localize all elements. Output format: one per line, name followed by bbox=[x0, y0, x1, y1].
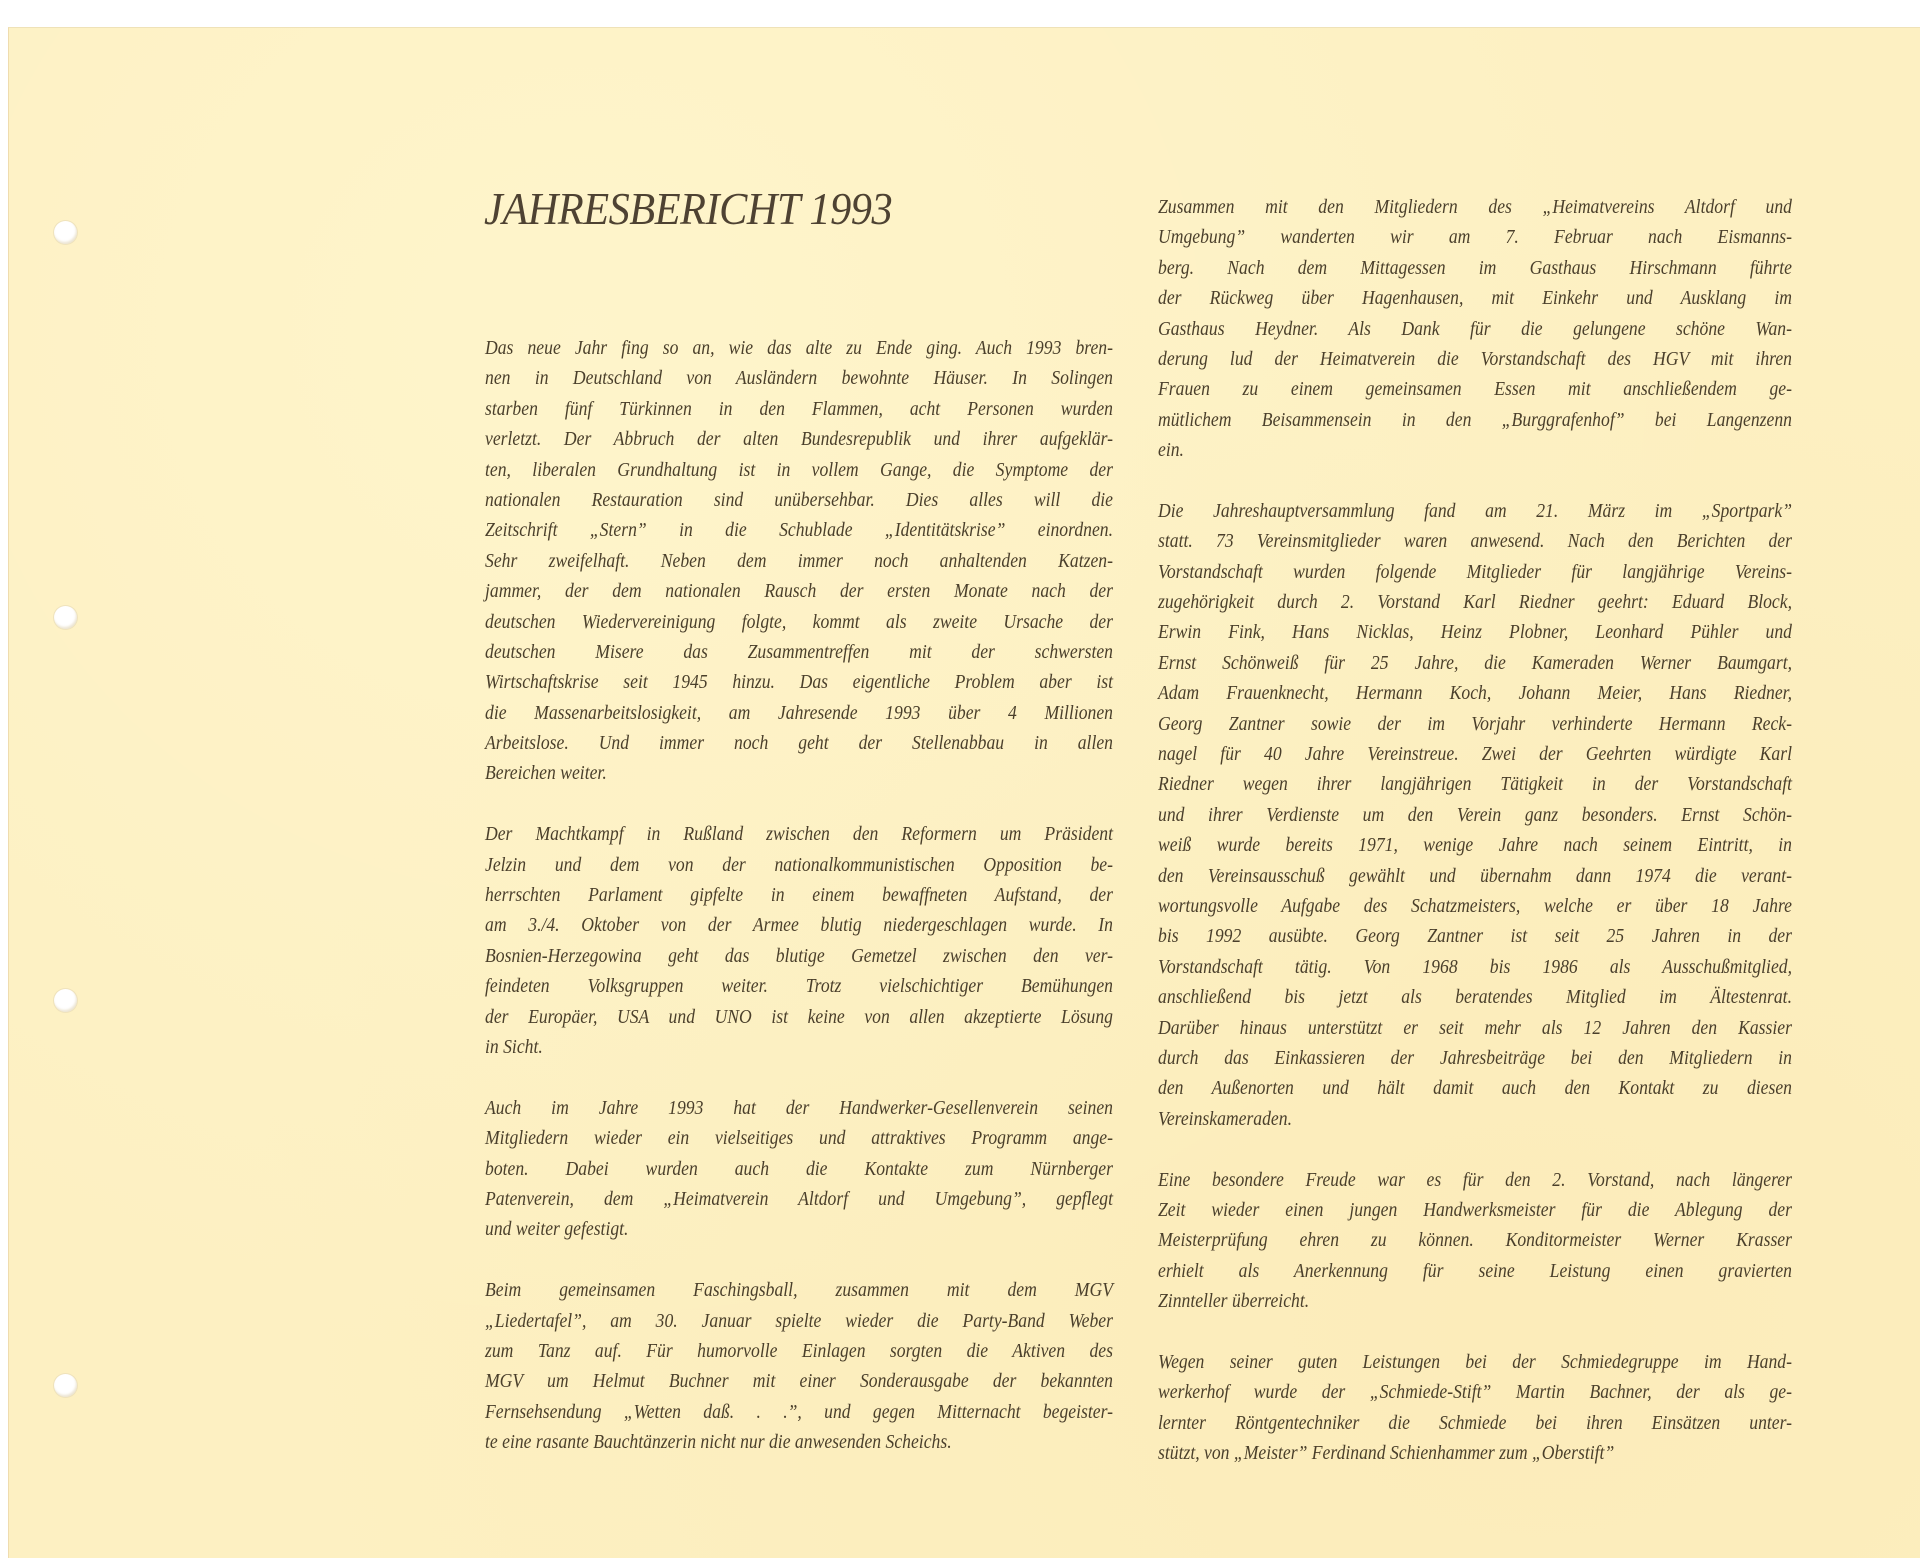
text-line bbox=[485, 1032, 1113, 1062]
text-line-content: Ernst Schönweiß für 25 Jahre, die Kameraden Werner Baumgart, bbox=[1158, 651, 1793, 674]
text-line bbox=[1158, 344, 1792, 374]
paragraph bbox=[485, 1275, 1113, 1457]
text-line-content: und weiter gefestigt. bbox=[485, 1218, 629, 1241]
punch-hole-icon bbox=[54, 606, 77, 629]
text-line bbox=[485, 698, 1113, 728]
text-line-content: Bereichen weiter. bbox=[485, 762, 607, 785]
text-line bbox=[485, 455, 1113, 485]
text-line-content: zugehörigkeit durch 2. Vorstand Karl Riedner geehrt: Eduard Block, bbox=[1158, 591, 1792, 614]
text-line bbox=[485, 880, 1113, 910]
text-line bbox=[485, 910, 1113, 940]
text-line bbox=[1158, 374, 1792, 404]
text-line bbox=[1158, 1013, 1792, 1043]
text-line bbox=[1158, 222, 1792, 252]
text-line-content: boten. Dabei wurden auch die Kontakte zum Nürnberger bbox=[485, 1157, 1114, 1180]
text-line-content: lernter Röntgentechniker die Schmiede bei ihren Einsätzen unter- bbox=[1158, 1411, 1792, 1434]
punch-hole-icon bbox=[54, 1374, 77, 1397]
text-line bbox=[485, 1184, 1113, 1214]
text-line-content: herrschten Parlament gipfelte in einem bewaffneten Aufstand, der bbox=[485, 884, 1114, 907]
text-line bbox=[1158, 405, 1792, 435]
text-line-content: erhielt als Anerkennung für seine Leistung einen gravierten bbox=[1158, 1259, 1792, 1282]
text-line bbox=[485, 1336, 1113, 1366]
text-line bbox=[485, 576, 1113, 606]
text-line bbox=[485, 728, 1113, 758]
text-line bbox=[1158, 617, 1792, 647]
text-line-content: Erwin Fink, Hans Nicklas, Heinz Plobner, Leonhard Pühler und bbox=[1158, 621, 1792, 644]
text-line bbox=[485, 1093, 1113, 1123]
text-line-content: stützt, von „Meister” Ferdinand Schienhammer zum „Oberstift” bbox=[1158, 1442, 1615, 1465]
text-line-content: starben fünf Türkinnen in den Flammen, acht Personen wurden bbox=[485, 397, 1114, 420]
text-line bbox=[1158, 253, 1792, 283]
paragraph bbox=[485, 819, 1113, 1062]
text-line bbox=[1158, 891, 1792, 921]
text-line bbox=[485, 424, 1113, 454]
text-line-content: Wirtschaftskrise seit 1945 hinzu. Das eigentliche Problem aber ist bbox=[485, 671, 1114, 694]
text-line-content: Die Jahreshauptversammlung fand am 21. März im „Sportpark” bbox=[1158, 499, 1793, 522]
text-line-content: die Massenarbeitslosigkeit, am Jahresende 1993 über 4 Millionen bbox=[485, 701, 1114, 724]
text-line bbox=[485, 485, 1113, 515]
text-line-content: den Außenorten und hält damit auch den Kontakt zu diesen bbox=[1158, 1077, 1793, 1100]
left-column bbox=[485, 333, 1113, 1488]
text-line bbox=[485, 394, 1113, 424]
page-title: JAHRESBERICHT 1993 bbox=[484, 183, 893, 234]
text-line bbox=[1158, 921, 1792, 951]
text-line bbox=[485, 971, 1113, 1001]
text-line bbox=[1158, 709, 1792, 739]
text-line-content: deutschen Wiedervereinigung folgte, kommt als zweite Ursache der bbox=[485, 610, 1114, 633]
text-line bbox=[1158, 678, 1792, 708]
text-line bbox=[485, 1366, 1113, 1396]
text-line-content: mütlichem Beisammensein in den „Burggrafenhof” bei Langenzenn bbox=[1158, 408, 1793, 431]
text-line-content: Fernsehsendung „Wetten daß. . .”, und gegen Mitternacht begeister- bbox=[485, 1400, 1114, 1423]
text-line bbox=[1158, 1286, 1792, 1316]
text-line-content: Bosnien-Herzegowina geht das blutige Gemetzel zwischen den ver- bbox=[485, 944, 1114, 967]
paragraph bbox=[1158, 1347, 1792, 1469]
text-line-content: nagel für 40 Jahre Vereinstreue. Zwei der Geehrten würdigte Karl bbox=[1158, 743, 1793, 766]
paragraph bbox=[485, 333, 1113, 789]
text-line-content: nationalen Restauration sind unübersehbar. Dies alles will die bbox=[485, 488, 1114, 511]
text-line bbox=[1158, 800, 1792, 830]
text-line-content: der Rückweg über Hagenhausen, mit Einkehr und Ausklang im bbox=[1158, 287, 1793, 310]
text-line bbox=[1158, 1073, 1792, 1103]
text-line bbox=[485, 333, 1113, 363]
text-line-content: Zusammen mit den Mitgliedern des „Heimatvereins Altdorf und bbox=[1158, 196, 1792, 218]
text-line bbox=[485, 1214, 1113, 1244]
text-line-content: Wegen seiner guten Leistungen bei der Schmiedegruppe im Hand- bbox=[1158, 1350, 1792, 1373]
text-line bbox=[485, 1275, 1113, 1305]
text-line-content: Adam Frauenknecht, Hermann Koch, Johann Meier, Hans Riedner, bbox=[1158, 682, 1792, 705]
text-line bbox=[1158, 1225, 1792, 1255]
text-line bbox=[1158, 1043, 1792, 1073]
text-line bbox=[1158, 587, 1792, 617]
text-line bbox=[485, 546, 1113, 576]
text-line bbox=[1158, 496, 1792, 526]
text-line-content: werkerhof wurde der „Schmiede-Stift” Martin Bachner, der als ge- bbox=[1158, 1381, 1792, 1404]
text-line-content: Patenverein, dem „Heimatverein Altdorf und Umgebung”, gepflegt bbox=[485, 1187, 1114, 1210]
text-line-content: weiß wurde bereits 1971, wenige Jahre nach seinem Eintritt, in bbox=[1158, 834, 1793, 857]
text-line bbox=[1158, 1408, 1792, 1438]
text-line-content: Jelzin und dem von der nationalkommunistischen Opposition be- bbox=[485, 853, 1114, 876]
text-line-content: nen in Deutschland von Ausländern bewohnte Häuser. In Solingen bbox=[485, 367, 1114, 390]
text-line-content: feindeten Volksgruppen weiter. Trotz vielschichtiger Bemühungen bbox=[485, 975, 1114, 998]
punch-hole-icon bbox=[54, 221, 77, 244]
text-line-content: Auch im Jahre 1993 hat der Handwerker-Gesellenverein seinen bbox=[485, 1096, 1114, 1119]
punch-hole-icon bbox=[54, 989, 77, 1012]
text-line-content: „Liedertafel”, am 30. Januar spielte wieder die Party-Band Weber bbox=[485, 1309, 1114, 1332]
text-line-content: Vorstandschaft tätig. Von 1968 bis 1986 als Ausschußmitglied, bbox=[1158, 955, 1792, 978]
paragraph bbox=[1158, 192, 1792, 466]
text-line bbox=[485, 819, 1113, 849]
text-line-content: der Europäer, USA und UNO ist keine von allen akzeptierte Lösung bbox=[485, 1005, 1113, 1028]
text-line-content: derung lud der Heimatverein die Vorstandschaft des HGV mit ihren bbox=[1158, 347, 1792, 370]
text-line bbox=[1158, 557, 1792, 587]
text-line bbox=[1158, 1438, 1792, 1468]
text-line-content: Gasthaus Heydner. Als Dank für die gelungene schöne Wan- bbox=[1158, 317, 1792, 340]
text-line-content: Zeitschrift „Stern” in die Schublade „Identitätskrise” einordnen. bbox=[485, 519, 1114, 542]
text-line bbox=[485, 941, 1113, 971]
text-line bbox=[485, 667, 1113, 697]
text-line bbox=[485, 515, 1113, 545]
text-line bbox=[1158, 861, 1792, 891]
text-line-content: ein. bbox=[1158, 439, 1184, 462]
text-line-content: Eine besondere Freude war es für den 2. Vorstand, nach längerer bbox=[1158, 1168, 1792, 1191]
text-line-content: in Sicht. bbox=[485, 1035, 543, 1058]
text-line-content: und ihrer Verdienste um den Verein ganz besonders. Ernst Schön- bbox=[1158, 803, 1793, 826]
text-line-content: am 3./4. Oktober von der Armee blutig niedergeschlagen wurde. In bbox=[485, 914, 1114, 937]
text-line-content: verletzt. Der Abbruch der alten Bundesrepublik und ihrer aufgeklär- bbox=[485, 428, 1113, 451]
text-line bbox=[1158, 314, 1792, 344]
text-line bbox=[1158, 1256, 1792, 1286]
right-column bbox=[1158, 192, 1792, 1499]
text-line bbox=[1158, 283, 1792, 313]
text-line bbox=[1158, 435, 1792, 465]
text-line-content: MGV um Helmut Buchner mit einer Sonderausgabe der bekannten bbox=[485, 1370, 1113, 1393]
text-line bbox=[485, 363, 1113, 393]
text-line-content: Zinnteller überreicht. bbox=[1158, 1290, 1310, 1313]
text-line-content: Vereinskameraden. bbox=[1158, 1107, 1292, 1130]
text-line-content: Das neue Jahr fing so an, wie das alte zu Ende ging. Auch 1993 bren- bbox=[485, 337, 1113, 359]
text-line bbox=[1158, 739, 1792, 769]
text-line bbox=[1158, 769, 1792, 799]
text-line bbox=[1158, 952, 1792, 982]
text-line-content: deutschen Misere das Zusammentreffen mit der schwersten bbox=[485, 640, 1114, 663]
text-line bbox=[1158, 830, 1792, 860]
text-line-content: bis 1992 ausübte. Georg Zantner ist seit 25 Jahren in der bbox=[1158, 925, 1793, 948]
text-line bbox=[485, 1306, 1113, 1336]
text-line-content: jammer, der dem nationalen Rausch der ersten Monate nach der bbox=[485, 580, 1113, 603]
text-line-content: durch das Einkassieren der Jahresbeiträge bei den Mitgliedern in bbox=[1158, 1046, 1792, 1069]
text-line-content: zum Tanz auf. Für humorvolle Einlagen sorgten die Aktiven des bbox=[485, 1339, 1114, 1362]
paragraph bbox=[1158, 1165, 1792, 1317]
paragraph bbox=[1158, 496, 1792, 1134]
text-line-content: anschließend bis jetzt als beratendes Mitglied im Ältestenrat. bbox=[1158, 986, 1792, 1009]
text-line bbox=[1158, 192, 1792, 222]
text-line-content: den Vereinsausschuß gewählt und übernahm dann 1974 die verant- bbox=[1158, 864, 1793, 887]
text-line bbox=[485, 607, 1113, 637]
text-line-content: Frauen zu einem gemeinsamen Essen mit anschließendem ge- bbox=[1158, 378, 1793, 401]
text-line-content: Riedner wegen ihrer langjährigen Tätigkeit in der Vorstandschaft bbox=[1158, 773, 1792, 796]
text-line-content: statt. 73 Vereinsmitglieder waren anwesend. Nach den Berichten der bbox=[1158, 530, 1793, 553]
text-line bbox=[1158, 982, 1792, 1012]
text-line bbox=[1158, 1165, 1792, 1195]
text-line bbox=[1158, 526, 1792, 556]
text-line-content: Georg Zantner sowie der im Vorjahr verhinderte Hermann Reck- bbox=[1158, 712, 1793, 735]
text-line bbox=[485, 1002, 1113, 1032]
text-line bbox=[485, 1427, 1113, 1457]
text-line-content: wortungsvolle Aufgabe des Schatzmeisters, welche er über 18 Jahre bbox=[1158, 894, 1792, 917]
text-line-content: Arbeitslose. Und immer noch geht der Stellenabbau in allen bbox=[485, 732, 1114, 755]
text-line-content: Beim gemeinsamen Faschingsball, zusammen mit dem MGV bbox=[485, 1279, 1114, 1302]
text-line-content: Umgebung” wanderten wir am 7. Februar nach Eismanns- bbox=[1158, 226, 1792, 249]
text-line bbox=[1158, 1195, 1792, 1225]
text-line-content: Darüber hinaus unterstützt er seit mehr als 12 Jahren den Kassier bbox=[1158, 1016, 1792, 1039]
text-line bbox=[1158, 648, 1792, 678]
text-line bbox=[1158, 1104, 1792, 1134]
text-line-content: Zeit wieder einen jungen Handwerksmeister für die Ablegung der bbox=[1158, 1198, 1792, 1221]
text-line bbox=[485, 1123, 1113, 1153]
text-line bbox=[485, 758, 1113, 788]
text-line-content: te eine rasante Bauchtänzerin nicht nur die anwesenden Scheichs. bbox=[485, 1431, 952, 1454]
text-line-content: Der Machtkampf in Rußland zwischen den Reformern um Präsident bbox=[485, 823, 1114, 846]
text-line bbox=[485, 1397, 1113, 1427]
text-line bbox=[1158, 1347, 1792, 1377]
text-line bbox=[1158, 1377, 1792, 1407]
text-line bbox=[485, 850, 1113, 880]
paragraph bbox=[485, 1093, 1113, 1245]
text-line-content: Vorstandschaft wurden folgende Mitglieder für langjährige Vereins- bbox=[1158, 560, 1793, 583]
text-line-content: Sehr zweifelhaft. Neben dem immer noch anhaltenden Katzen- bbox=[485, 549, 1114, 572]
text-line-content: Mitgliedern wieder ein vielseitiges und attraktives Programm ange- bbox=[485, 1127, 1114, 1150]
text-line bbox=[485, 637, 1113, 667]
text-line-content: berg. Nach dem Mittagessen im Gasthaus Hirschmann führte bbox=[1158, 256, 1793, 279]
text-line bbox=[485, 1154, 1113, 1184]
text-line-content: Meisterprüfung ehren zu können. Konditormeister Werner Krasser bbox=[1158, 1229, 1793, 1252]
text-line-content: ten, liberalen Grundhaltung ist in vollem Gange, die Symptome der bbox=[485, 458, 1114, 481]
